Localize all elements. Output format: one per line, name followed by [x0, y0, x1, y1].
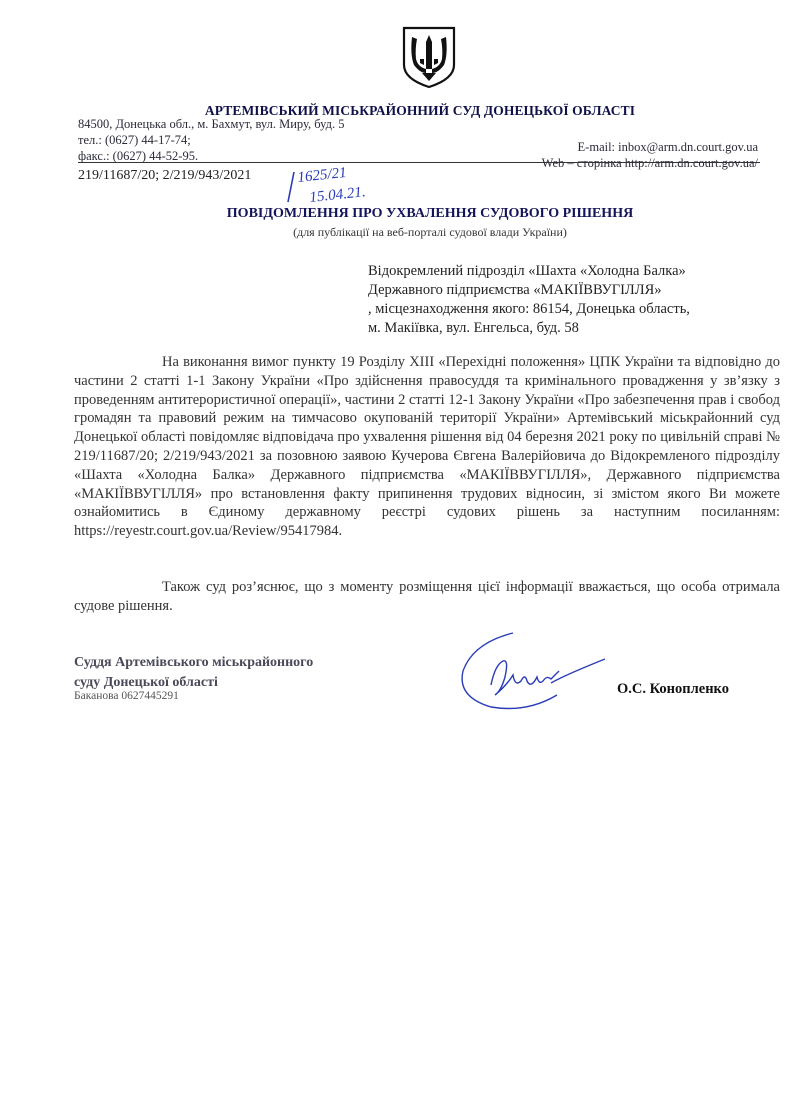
judge-name: О.С. Конопленко	[617, 681, 729, 697]
court-phone: тел.: (0627) 44-17-74;	[78, 133, 191, 147]
judge-signature	[455, 625, 615, 715]
judge-title-line: Суддя Артемівського міськрайонного	[74, 655, 314, 670]
addressee-line: , місцезнаходження якого: 86154, Донецька область,	[368, 301, 690, 317]
judge-title	[74, 653, 313, 693]
notice-title: ПОВІДОМЛЕННЯ ПРО УХВАЛЕННЯ СУДОВОГО РІШЕННЯ	[226, 206, 634, 221]
stamp-registration-date: 15.04.21.	[308, 184, 367, 206]
registration-stamp	[280, 160, 410, 210]
court-name: АРТЕМІВСЬКИЙ МІСЬКРАЙОННИЙ СУД ДОНЕЦЬКОЇ ОБЛАСТІ	[204, 103, 636, 118]
executor-note: Баканова 0627445291	[74, 690, 179, 702]
notice-subtitle: (для публікації на веб-порталі судової влади України)	[293, 225, 567, 239]
addressee-line: Відокремлений підрозділ «Шахта «Холодна Балка»	[368, 263, 686, 279]
header-divider	[78, 162, 760, 163]
court-address: 84500, Донецька обл., м. Бахмут, вул. Миру, буд. 5	[78, 117, 345, 131]
judge-title-line: суду Донецької області	[74, 675, 218, 690]
case-numbers: 219/11687/20; 2/219/943/2021	[78, 168, 252, 183]
stamp-registration-number: 1625/21	[296, 164, 348, 186]
addressee-line: Державного підприємства «МАКІЇВВУГІЛЛЯ»	[368, 282, 662, 298]
court-fax: факс.: (0627) 44-52-95.	[78, 149, 199, 163]
court-email: E-mail: inbox@arm.dn.court.gov.ua	[577, 140, 758, 154]
coat-of-arms-icon	[400, 25, 458, 89]
addressee-block	[368, 262, 690, 338]
notice-body-paragraph: На виконання вимог пункту 19 Розділу XIII «Перехідні положення» ЦПК України та відповідно до частини 2 статті 1-1 Закону України «Про здійснення правосуддя та кримінального провадження у зв’язку з проведенням антитерористичної операції», частини 2 статті 12-1 Закону України «Про забезпечення прав і свобод громадян та правовий режим на тимчасово окупованій території України» Артемівський міськрайонний суд Донецької області повідомляє відповідача про ухвалення рішення від 04 березня 2021 року по цивільній справі № 219/11687/20; 2/219/943/2021 за позовною заявою Кучерова Євгена Валерійовича до Відокремленого підрозділу «Шахта «Холодна Балка» Державного підприємства «МАКІЇВВУГІЛЛЯ», Державного підприємства «МАКІЇВВУГІЛЛЯ» про встановлення факту припинення трудових відносин, зі змістом якого Ви можете ознайомитись в Єдиному державному реєстрі судових рішень за наступним посиланням: https://reyestr.court.gov.ua/Review/95417984.	[74, 354, 780, 540]
court-website: Web – сторінка http://arm.dn.court.gov.ua/	[541, 156, 758, 170]
notice-clarification-paragraph: Також суд роз’яснює, що з моменту розміщення цієї інформації вважається, що особа отримала судове рішення.	[74, 579, 780, 614]
addressee-line: м. Макіївка, вул. Енгельса, буд. 58	[368, 320, 579, 336]
